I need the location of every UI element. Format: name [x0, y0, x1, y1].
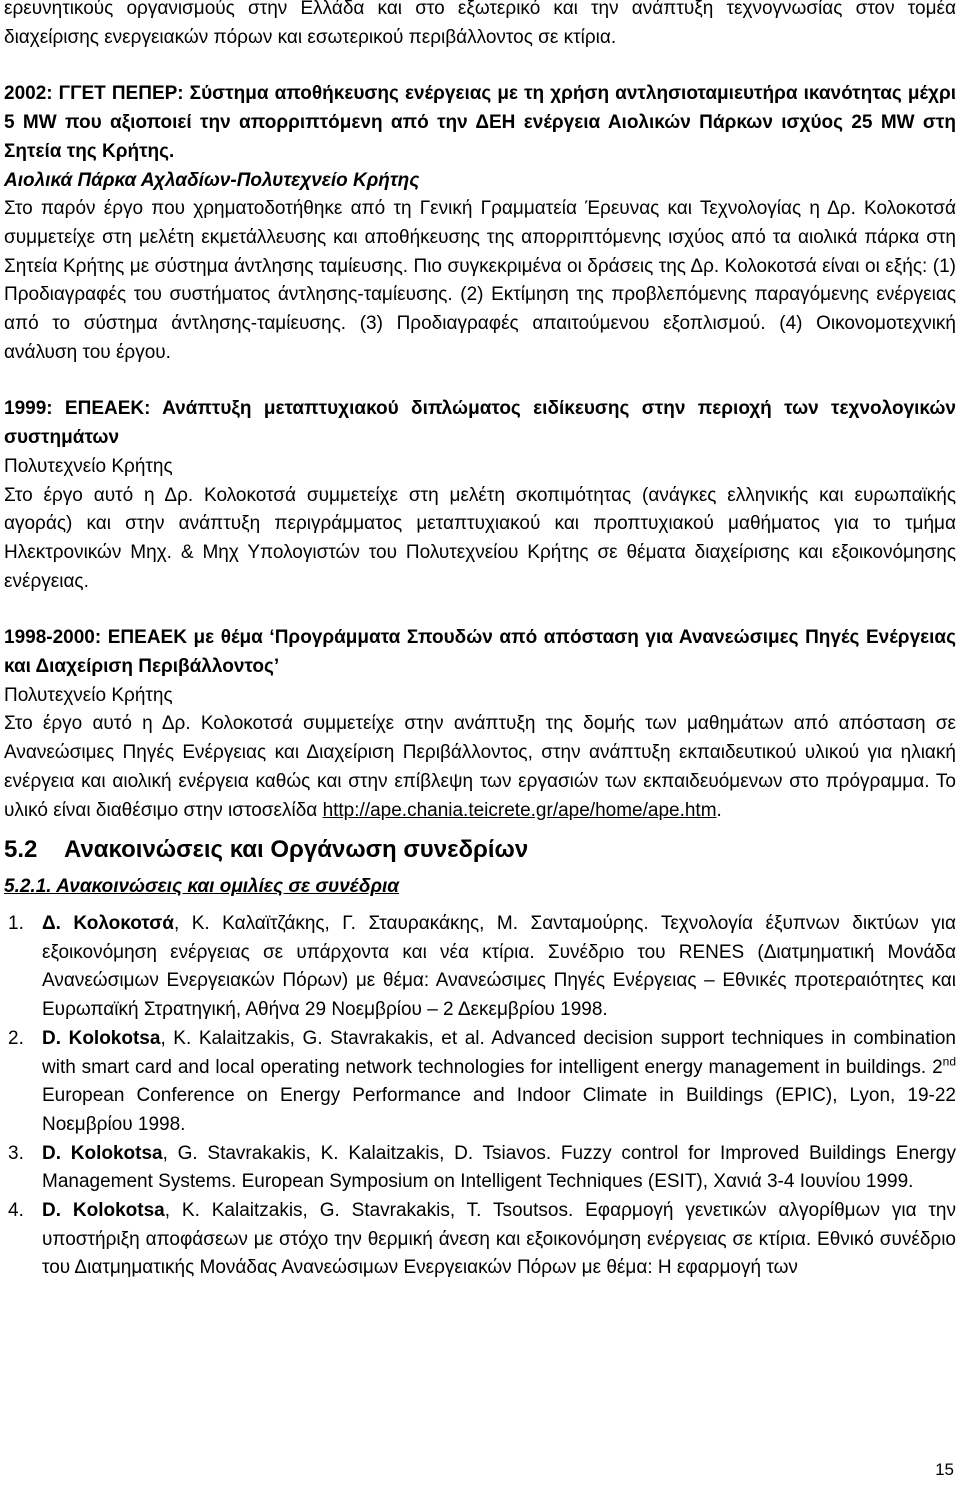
project-1998-body-text: Στο έργο αυτό η Δρ. Κολοκοτσά συμμετείχε στην ανάπτυξη της δομής των μαθημάτων από απόσταση σε Ανανεώσιμες Πηγές Ενέργειας και Διαχείριση Περιβάλλοντος, στην ανάπτυξη εκπαιδευτικού υλικού για ηλιακή ενέργεια και αιολική ενέργεια καθώς και στην επίβλεψη των εργασιών των εκπαιδευόμενων στο πρόγραμμα. Το υλικό είναι διαθέσιμο στην ιστοσελίδα	[4, 713, 956, 821]
reference-author: D. Kolokotsa	[42, 1200, 165, 1222]
ordinal-superscript: nd	[942, 1054, 956, 1069]
link-tail: .	[716, 799, 722, 821]
reference-text: , K. Kalaitzakis, G. Stavrakakis, T. Tsoutsos. Εφαρμογή γενετικών αλγορίθμων για την υποστήριξη αποφάσεων με στόχο την θερμική άνεση και εξοικονόμηση ενέργειας σε κτίρια. Εθνικό συνέδριο του Διατμηματικής Μονάδας Ανανεώσιμων Ενεργειακών Πόρων με θέμα: Η εφαρμογή των	[42, 1200, 957, 1279]
reference-author: Δ. Κολοκοτσά	[42, 912, 174, 934]
subsection-heading: 5.2.1. Ανακοινώσεις και ομιλίες σε συνέδρια	[4, 876, 400, 898]
reference-text: , K. Kalaitzakis, G. Stavrakakis, et al. Advanced decision support techniques in combination with smart card and local operating network technologies for intelligent energy management in buildings. 2	[42, 1027, 956, 1078]
reference-number: 2.	[8, 1027, 24, 1049]
project-1999-partner: Πολυτεχνείο Κρήτης	[4, 455, 173, 477]
project-1998-partner: Πολυτεχνείο Κρήτης	[4, 684, 173, 706]
reference-author: D. Kolokotsa	[42, 1027, 161, 1049]
reference-author: D. Kolokotsa	[42, 1142, 163, 1164]
section-title: Ανακοινώσεις και Οργάνωση συνεδρίων	[64, 836, 529, 864]
reference-item	[4, 1025, 956, 1140]
project-1999-body: Στο έργο αυτό η Δρ. Κολοκοτσά συμμετείχε στη μελέτη σκοπιμότητας (ανάγκες ελληνικής και ευρωπαϊκής αγοράς) και στην ανάπτυξη περιγράμματος μεταπτυχιακού και προπτυχιακού μαθήματος για το τμήμα Ηλεκτρονικών Μηχ. & Μηχ Υπολογιστών του Πολυτεχνείου Κρήτης σε θέματα διαχείρισης και εξοικονόμησης ενέργειας.	[4, 484, 956, 592]
reference-text-continued: European Conference on Energy Performance and Indoor Climate in Buildings (EPIC), Lyon, 19-22 Νοεμβρίου 1998.	[42, 1085, 956, 1135]
section-number: 5.2	[4, 836, 38, 864]
reference-item	[4, 1140, 956, 1197]
reference-item	[4, 910, 956, 1025]
project-1999-heading: 1999: ΕΠΕΑΕΚ: Ανάπτυξη μεταπτυχιακού διπλώματος ειδίκευσης στην περιοχή των τεχνολογικών συστημάτων	[4, 398, 956, 449]
project-2002-body: Στο παρόν έργο που χρηματοδοτήθηκε από τη Γενική Γραμματεία Έρευνας και Τεχνολογίας η Δρ. Κολοκοτσά συμμετείχε στη μελέτη εκμετάλλευσης και αποθήκευσης της απορριπτόμενης ισχύος από τα αιολικά πάρκα στη Σητεία Κρήτης με σύστημα άντλησης ταμίευσης. Πιο συγκεκριμένα οι δράσεις της Δρ. Κολοκοτσά είναι οι εξής: (1) Προδιαγραφές του συστήματος άντλησης-ταμίευσης. (2) Εκτίμηση της προβλεπόμενης παραγόμενης ενέργειας από το σύστημα άντλησης-ταμίευσης. (3) Προδιαγραφές απαιτούμενου εξοπλισμού. (4) Οικονομοτεχνική ανάλυση του έργου.	[4, 198, 956, 363]
reference-list	[4, 910, 956, 1283]
section-heading	[4, 835, 956, 865]
project-2002-partner: Αιολικά Πάρκα Αχλαδίων-Πολυτεχνείο Κρήτης	[4, 169, 420, 191]
project-2002-heading: 2002: ΓΓΕΤ ΠΕΠΕΡ: Σύστημα αποθήκευσης ενέργειας με τη χρήση αντλησιοταμιευτήρα ικανότητας μέχρι 5 MW που αξιοποιεί την απορριπτόμενη από την ΔΕΗ ενέργεια Αιολικών Πάρκων ισχύος 25 MW στη Σητεία της Κρήτης.	[4, 83, 956, 162]
reference-number: 1.	[8, 912, 24, 934]
project-1998-heading: 1998-2000: ΕΠΕΑΕΚ με θέμα ‘Προγράμματα Σπουδών από απόσταση για Ανανεώσιμες Πηγές Ενέργειας και Διαχείριση Περιβάλλοντος’	[4, 627, 956, 678]
reference-item	[4, 1197, 956, 1283]
reference-text: , G. Stavrakakis, K. Kalaitzakis, D. Tsiavos. Fuzzy control for Improved Buildings Energy Management Systems. European Symposium on Intelligent Techniques (ESIT), Χανιά 3-4 Ιουνίου 1999.	[42, 1142, 956, 1193]
reference-number: 3.	[8, 1142, 24, 1164]
intro-paragraph: ερευνητικούς οργανισμούς στην Ελλάδα και στο εξωτερικό και την ανάπτυξη τεχνογνωσίας στον τομέα διαχείρισης ενεργειακών πόρων και εσωτερικού περιβάλλοντος σε κτίρια.	[4, 0, 956, 48]
reference-number: 4.	[8, 1200, 24, 1222]
reference-text: , Κ. Καλαϊτζάκης, Γ. Σταυρακάκης, Μ. Σανταμούρης. Τεχνολογία έξυπνων δικτύων για εξοικονόμηση ενέργειας σε υπάρχοντα και νέα κτίρια. Συνέδριο του RENES (Διατμηματική Μονάδα Ανανεώσιμων Ενεργειακών Πόρων) με θέμα: Ανανεώσιμες Πηγές Ενέργειας – Εθνικές προτεραιότητες και Ευρωπαϊκή Στρατηγική, Αθήνα 29 Νοεμβρίου – 2 Δεκεμβρίου 1998.	[42, 912, 957, 1021]
project-1998-body	[4, 710, 956, 825]
page-number: 15	[935, 1460, 954, 1480]
ape-website-link[interactable]: http://ape.chania.teicrete.gr/ape/home/ape.htm	[322, 799, 717, 821]
